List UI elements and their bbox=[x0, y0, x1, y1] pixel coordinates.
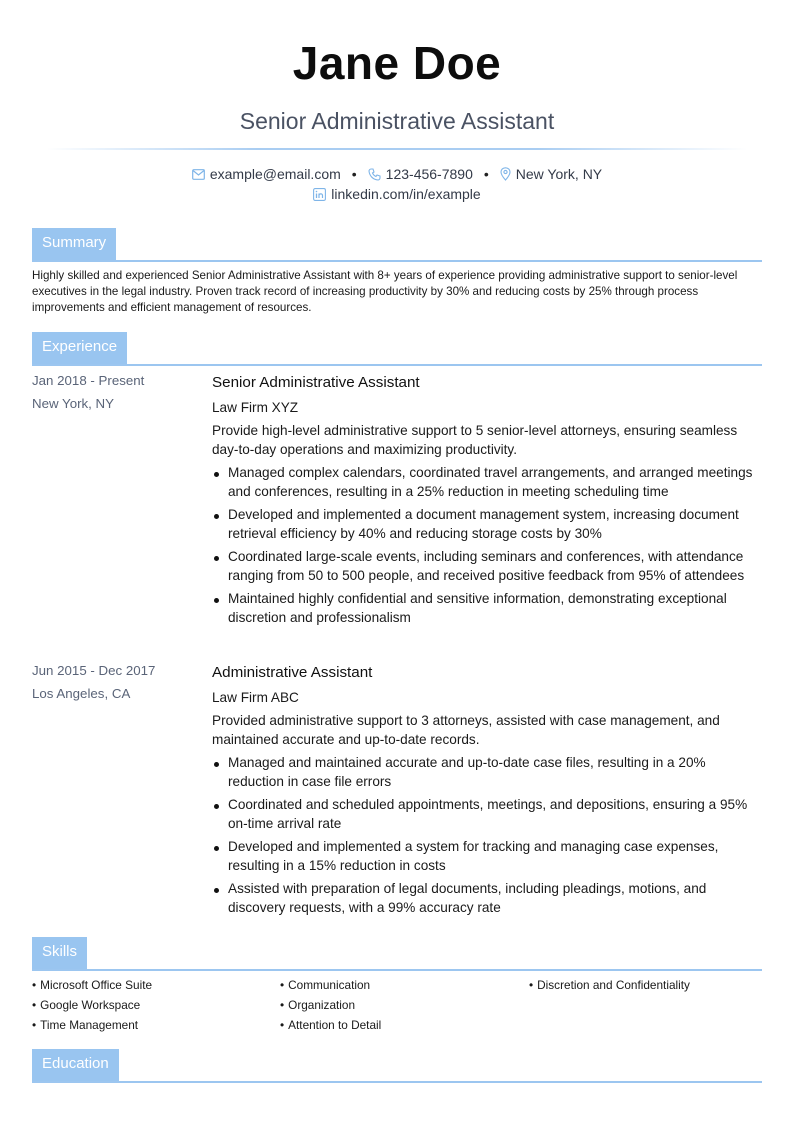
skill-item: • Organization bbox=[280, 997, 381, 1017]
job-meta bbox=[32, 373, 202, 419]
separator-dot: • bbox=[351, 166, 357, 182]
job-bullet: Coordinated and scheduled appointments, meetings, and depositions, ensuring a 95% on-time arrival rate bbox=[212, 795, 762, 833]
skills-section-header bbox=[32, 937, 762, 971]
phone-icon bbox=[368, 168, 381, 181]
header-divider bbox=[47, 148, 747, 150]
email-text: example@email.com bbox=[209, 166, 341, 182]
skill-item: • Time Management bbox=[32, 1017, 152, 1037]
contact-phone[interactable] bbox=[368, 166, 473, 182]
education-section-header bbox=[32, 1049, 762, 1083]
contact-row-linkedin bbox=[0, 186, 794, 202]
job-bullet: Developed and implemented a document management system, increasing document retrieval efficiency by 40% and reducing storage costs by 30% bbox=[212, 505, 762, 543]
contact-linkedin[interactable] bbox=[313, 186, 480, 202]
linkedin-icon bbox=[313, 188, 326, 201]
envelope-icon bbox=[192, 169, 205, 180]
job-company: Law Firm ABC bbox=[212, 690, 299, 705]
job-bullets bbox=[212, 753, 762, 917]
education-heading: Education bbox=[32, 1049, 119, 1081]
skills-heading: Skills bbox=[32, 937, 87, 969]
job-company: Law Firm XYZ bbox=[212, 400, 299, 415]
contact-email[interactable] bbox=[192, 166, 341, 182]
job-bullet: Coordinated large-scale events, including seminars and conferences, with attendance ranging from 50 to 500 people, and received positive feedback from 95% of attendees bbox=[212, 547, 762, 585]
map-pin-icon bbox=[500, 167, 511, 181]
summary-text: Highly skilled and experienced Senior Administrative Assistant with 8+ years of experience providing administrative support to senior-level executives in the legal industry. Proven track record of increasing productivity by 30% and reducing costs by 25% through process improvements and efficient management of resources. bbox=[32, 269, 738, 314]
job-bullet: Managed and maintained accurate and up-to-date case files, resulting in a 20% reduction in case file errors bbox=[212, 753, 762, 791]
skills-column bbox=[529, 977, 690, 997]
job-bullet: Developed and implemented a system for tracking and managing case expenses, resulting in a 15% reduction in costs bbox=[212, 837, 762, 875]
job-location: Los Angeles, CA bbox=[32, 686, 131, 701]
experience-heading: Experience bbox=[32, 332, 127, 364]
experience-section-header bbox=[32, 332, 762, 366]
skill-item: • Microsoft Office Suite bbox=[32, 977, 152, 997]
skills-column bbox=[32, 977, 152, 1037]
contact-row bbox=[0, 166, 794, 182]
summary-heading: Summary bbox=[32, 228, 116, 260]
job-details bbox=[212, 373, 762, 631]
phone-text: 123-456-7890 bbox=[385, 166, 473, 182]
job-description: Provided administrative support to 3 attorneys, assisted with case management, and maintained accurate and up-to-date records. bbox=[212, 713, 720, 747]
summary-section-header bbox=[32, 228, 762, 262]
candidate-name: Jane Doe bbox=[292, 37, 502, 89]
skill-item: • Google Workspace bbox=[32, 997, 152, 1017]
skills-column bbox=[280, 977, 381, 1037]
job-bullet: Managed complex calendars, coordinated travel arrangements, and arranged meetings and conferences, resulting in a 25% reduction in meeting scheduling time bbox=[212, 463, 762, 501]
job-bullets bbox=[212, 463, 762, 627]
job-dates: Jun 2015 - Dec 2017 bbox=[32, 663, 156, 678]
job-bullet: Maintained highly confidential and sensitive information, demonstrating exceptional discretion and professionalism bbox=[212, 589, 762, 627]
location-text: New York, NY bbox=[515, 166, 603, 182]
linkedin-text: linkedin.com/in/example bbox=[331, 186, 481, 202]
skill-item: • Attention to Detail bbox=[280, 1017, 381, 1037]
separator-dot: • bbox=[483, 166, 489, 182]
job-description: Provide high-level administrative support to 5 senior-level attorneys, ensuring seamless day-to-day operations and maximizing productivity. bbox=[212, 423, 738, 457]
job-location: New York, NY bbox=[32, 396, 115, 411]
job-title: Administrative Assistant bbox=[212, 664, 373, 681]
job-details bbox=[212, 663, 762, 921]
skill-item: • Discretion and Confidentiality bbox=[529, 977, 690, 997]
job-title: Senior Administrative Assistant bbox=[212, 374, 420, 391]
contact-location bbox=[500, 166, 602, 182]
candidate-title: Senior Administrative Assistant bbox=[239, 108, 555, 134]
job-meta bbox=[32, 663, 202, 709]
skill-item: • Communication bbox=[280, 977, 381, 997]
job-bullet: Assisted with preparation of legal documents, including pleadings, motions, and discovery requests, with a 99% accuracy rate bbox=[212, 879, 762, 917]
job-dates: Jan 2018 - Present bbox=[32, 373, 145, 388]
